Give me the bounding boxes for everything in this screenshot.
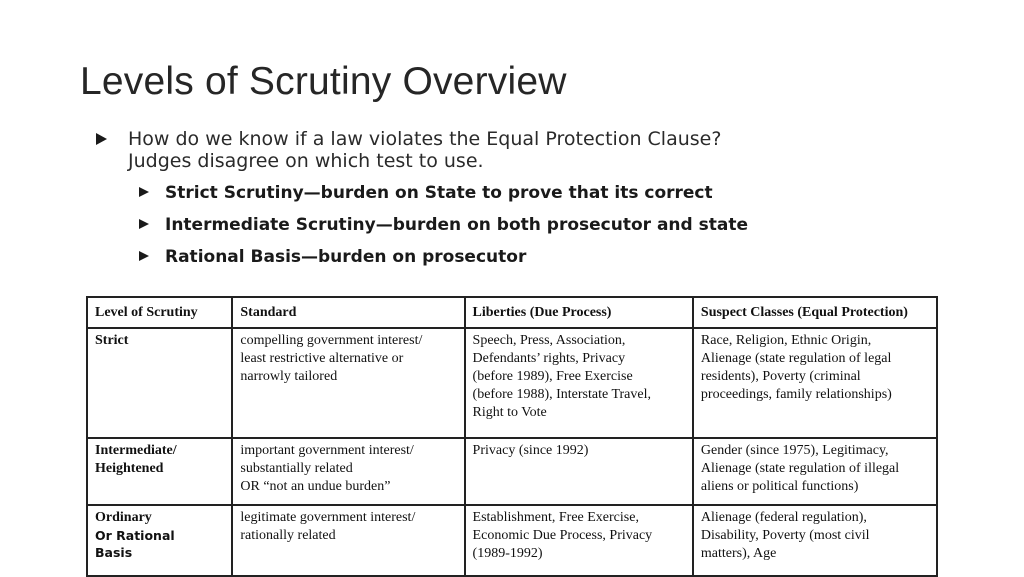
level-note-line: Or Rational	[95, 528, 175, 543]
liberties-cell	[465, 438, 693, 505]
cell-line: Speech, Press, Association,	[472, 333, 626, 348]
cell-line: Defendants’ rights, Privacy	[472, 351, 626, 366]
table-row	[87, 328, 937, 438]
cell-line: matters), Age	[700, 546, 777, 561]
cell-line: narrowly tailored	[240, 369, 338, 384]
slide-title: Levels of Scrutiny Overview	[80, 60, 567, 103]
cell-line: OR “not an undue burden”	[240, 479, 391, 494]
cell-line: Race, Religion, Ethnic Origin,	[700, 333, 872, 348]
bullet-arrow-icon	[139, 219, 149, 229]
liberties-cell	[465, 505, 693, 576]
question-line-1: How do we know if a law violates the Equal Protection Clause?	[128, 128, 722, 150]
question-bullet	[96, 128, 896, 172]
question-line-2: Judges disagree on which test to use.	[128, 150, 484, 172]
test-label: Strict Scrutiny—burden on State to prove that its correct	[165, 183, 713, 203]
classes-cell	[693, 505, 937, 576]
cell-line: aliens or political functions)	[700, 479, 859, 494]
cell-line: compelling government interest/	[240, 333, 423, 348]
table-header-row	[87, 297, 937, 328]
cell-line: Disability, Poverty (most civil	[700, 528, 870, 543]
test-item-strict	[139, 182, 896, 214]
cell-line: Privacy (since 1992)	[472, 443, 589, 458]
cell-line: Intermediate/	[95, 443, 177, 458]
cell-line: Alienage (state regulation of illegal	[700, 461, 900, 476]
liberties-cell	[465, 328, 693, 438]
cell-line: Alienage (federal regulation),	[700, 510, 867, 525]
classes-cell	[693, 438, 937, 505]
level-cell	[87, 505, 232, 576]
cell-line: Ordinary	[95, 510, 152, 525]
cell-line: Heightened	[95, 461, 164, 476]
classes-cell	[693, 328, 937, 438]
test-list	[96, 182, 896, 278]
cell-line: (1989-1992)	[472, 546, 543, 561]
bullet-arrow-icon	[139, 251, 149, 261]
cell-line: (before 1989), Free Exercise	[472, 369, 633, 384]
scrutiny-table	[86, 296, 938, 577]
cell-line: Strict	[95, 333, 129, 348]
test-item-rational	[139, 246, 896, 278]
standard-cell	[232, 438, 464, 505]
header-liberties: Liberties (Due Process)	[465, 297, 693, 328]
cell-line: Right to Vote	[472, 405, 547, 420]
cell-line: Gender (since 1975), Legitimacy,	[700, 443, 889, 458]
cell-line: substantially related	[240, 461, 353, 476]
test-label: Rational Basis—burden on prosecutor	[165, 247, 527, 267]
test-label: Intermediate Scrutiny—burden on both prosecutor and state	[165, 215, 748, 235]
standard-cell	[232, 328, 464, 438]
header-standard: Standard	[232, 297, 464, 328]
cell-line: Alienage (state regulation of legal	[700, 351, 892, 366]
bullet-arrow-icon	[139, 187, 149, 197]
bullet-arrow-icon	[96, 133, 107, 145]
cell-line: Economic Due Process, Privacy	[472, 528, 653, 543]
cell-line: Establishment, Free Exercise,	[472, 510, 639, 525]
bullet-list	[96, 128, 896, 278]
cell-line: (before 1988), Interstate Travel,	[472, 387, 651, 402]
level-note-line: Basis	[95, 545, 133, 560]
cell-line: legitimate government interest/	[240, 510, 416, 525]
header-level: Level of Scrutiny	[87, 297, 232, 328]
level-cell	[87, 438, 232, 505]
cell-line: important government interest/	[240, 443, 414, 458]
standard-cell	[232, 505, 464, 576]
test-item-intermediate	[139, 214, 896, 246]
cell-line: proceedings, family relationships)	[700, 387, 892, 402]
cell-line: least restrictive alternative or	[240, 351, 404, 366]
header-classes: Suspect Classes (Equal Protection)	[693, 297, 937, 328]
cell-line: rationally related	[240, 528, 336, 543]
table-row	[87, 505, 937, 576]
cell-line: residents), Poverty (criminal	[700, 369, 861, 384]
level-cell	[87, 328, 232, 438]
table-row	[87, 438, 937, 505]
